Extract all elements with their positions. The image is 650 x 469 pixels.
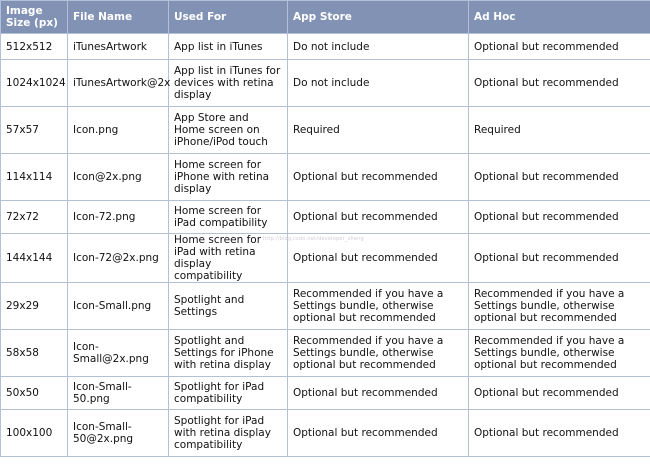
cell-used-for: Spotlight and Settings for iPhone with retina display <box>169 330 288 377</box>
table-row <box>1 201 650 234</box>
cell-app-store: Optional but recommended <box>288 410 469 457</box>
cell-image-size: 57x57 <box>1 107 68 154</box>
cell-ad-hoc: Optional but recommended <box>469 201 650 234</box>
cell-ad-hoc: Optional but recommended <box>469 410 650 457</box>
cell-image-size: 1024x1024 <box>1 60 68 107</box>
table-row <box>1 154 650 201</box>
header-ad-hoc: Ad Hoc <box>469 1 650 34</box>
cell-ad-hoc: Optional but recommended <box>469 34 650 60</box>
header-image-size: Image Size (px) <box>1 1 68 34</box>
cell-used-for: Home screen for iPhone with retina display <box>169 154 288 201</box>
cell-app-store: Recommended if you have a Settings bundle, otherwise optional but recommended <box>288 330 469 377</box>
cell-ad-hoc: Required <box>469 107 650 154</box>
cell-file-name: Icon-Small@2x.png <box>68 330 169 377</box>
table-row <box>1 330 650 377</box>
header-used-for: Used For <box>169 1 288 34</box>
cell-image-size: 72x72 <box>1 201 68 234</box>
cell-image-size: 58x58 <box>1 330 68 377</box>
cell-app-store: Optional but recommended <box>288 154 469 201</box>
cell-used-for: Spotlight and Settings <box>169 283 288 330</box>
cell-file-name: Icon@2x.png <box>68 154 169 201</box>
table-row <box>1 410 650 457</box>
cell-ad-hoc: Optional but recommended <box>469 234 650 283</box>
header-app-store: App Store <box>288 1 469 34</box>
table-row <box>1 283 650 330</box>
watermark: http://blog.csdn.net/developer_zhang <box>263 236 364 242</box>
table-row <box>1 377 650 410</box>
table-row <box>1 34 650 60</box>
cell-ad-hoc: Optional but recommended <box>469 60 650 107</box>
cell-app-store: Do not include <box>288 60 469 107</box>
header-row <box>1 1 650 34</box>
cell-image-size: 512x512 <box>1 34 68 60</box>
cell-used-for: Spotlight for iPad compatibility <box>169 377 288 410</box>
cell-used-for: Home screen for iPad with retina display compatibility <box>169 234 288 283</box>
cell-file-name: Icon-72@2x.png <box>68 234 169 283</box>
cell-app-store: Optional but recommended <box>288 377 469 410</box>
cell-file-name: Icon-Small-50@2x.png <box>68 410 169 457</box>
cell-used-for: Spotlight for iPad with retina display compatibility <box>169 410 288 457</box>
cell-used-for: App list in iTunes for devices with retina display <box>169 60 288 107</box>
cell-image-size: 29x29 <box>1 283 68 330</box>
cell-file-name: iTunesArtwork <box>68 34 169 60</box>
cell-file-name: iTunesArtwork@2x <box>68 60 169 107</box>
cell-ad-hoc: Recommended if you have a Settings bundle, otherwise optional but recommended <box>469 283 650 330</box>
cell-used-for: Home screen for iPad compatibility <box>169 201 288 234</box>
cell-app-store: Optional but recommended <box>288 234 469 283</box>
cell-image-size: 114x114 <box>1 154 68 201</box>
table-row <box>1 60 650 107</box>
cell-used-for: App Store and Home screen on iPhone/iPod touch <box>169 107 288 154</box>
cell-file-name: Icon-Small-50.png <box>68 377 169 410</box>
cell-file-name: Icon-Small.png <box>68 283 169 330</box>
cell-ad-hoc: Optional but recommended <box>469 154 650 201</box>
table-row <box>1 107 650 154</box>
cell-image-size: 144x144 <box>1 234 68 283</box>
cell-app-store: Do not include <box>288 34 469 60</box>
cell-app-store: Optional but recommended <box>288 201 469 234</box>
cell-image-size: 100x100 <box>1 410 68 457</box>
cell-ad-hoc: Optional but recommended <box>469 377 650 410</box>
cell-file-name: Icon.png <box>68 107 169 154</box>
cell-file-name: Icon-72.png <box>68 201 169 234</box>
cell-app-store: Recommended if you have a Settings bundle, otherwise optional but recommended <box>288 283 469 330</box>
cell-ad-hoc: Recommended if you have a Settings bundle, otherwise optional but recommended <box>469 330 650 377</box>
cell-app-store: Required <box>288 107 469 154</box>
cell-image-size: 50x50 <box>1 377 68 410</box>
header-file-name: File Name <box>68 1 169 34</box>
cell-used-for: App list in iTunes <box>169 34 288 60</box>
